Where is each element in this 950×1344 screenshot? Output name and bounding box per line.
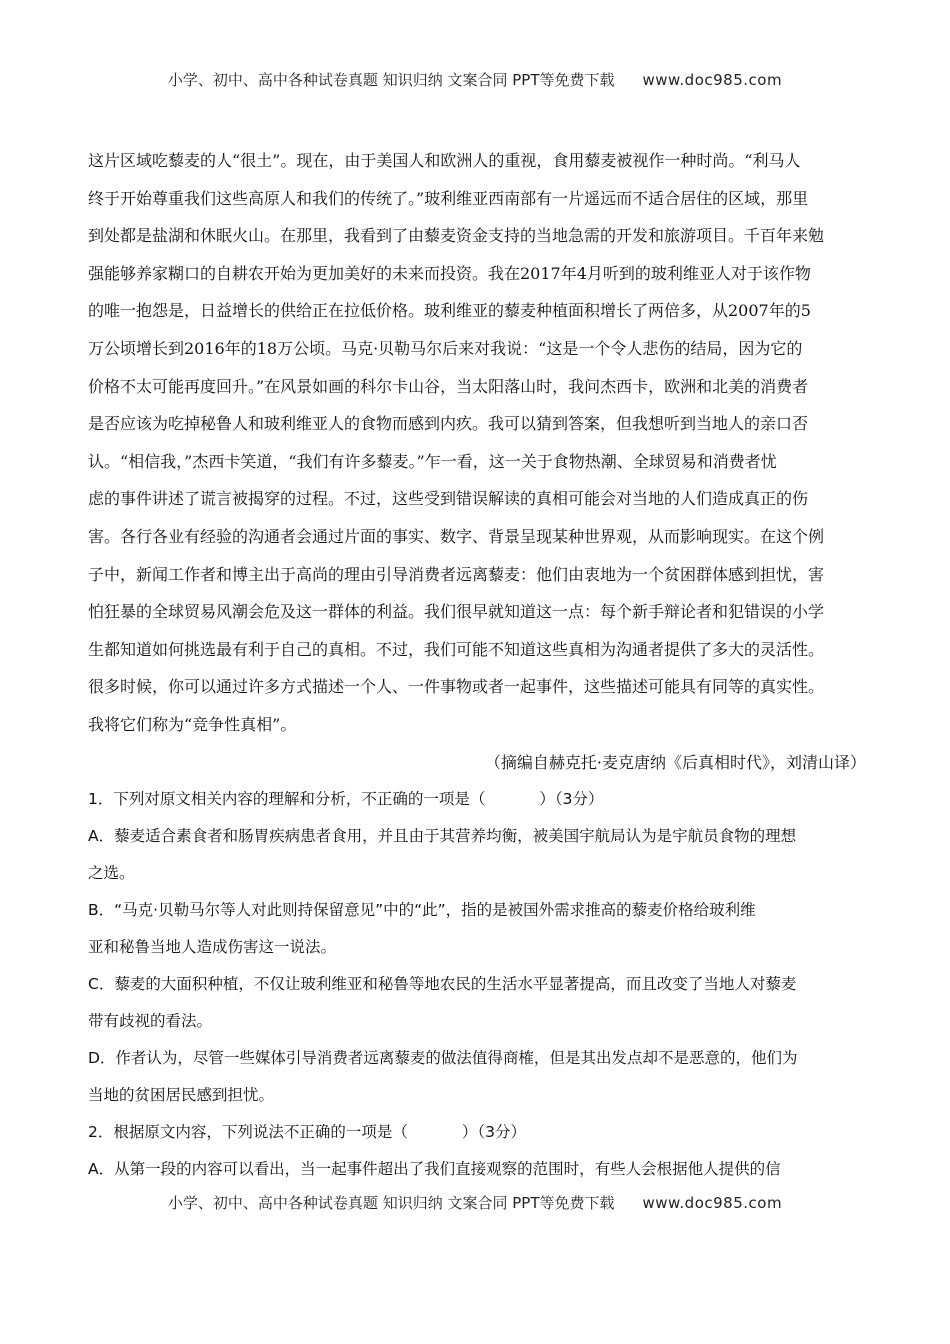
passage-line: 终于开始尊重我们这些高原人和我们的传统了。”玻利维亚西南部有一片遥远而不适合居住的区域，那里 — [88, 188, 809, 208]
passage-line: 很多时候，你可以通过许多方式描述一个人、一件事物或者一起事件，这些描述可能具有同等的真实性。 — [88, 677, 825, 697]
passage-line: 到处都是盐湖和休眠火山。在那里，我看到了由藜麦资金支持的当地急需的开发和旅游项目。千百年来勉 — [88, 226, 825, 246]
passage-line: 是否应该为吃掉秘鲁人和玻利维亚人的食物而感到内疚。我可以猜到答案，但我想听到当地人的亲口否 — [88, 414, 809, 434]
passage-line: 生都知道如何挑选最有利于自己的真相。不过，我们可能不知道这些真相为沟通者提供了多大的灵活性。 — [88, 639, 825, 659]
q2-option-a: A．从第一段的内容可以看出，当一起事件超出了我们直接观察的范围时，有些人会根据他人提供的信 — [88, 1159, 781, 1178]
footer-url[interactable]: www.doc985.com — [642, 1194, 783, 1212]
passage — [88, 142, 866, 744]
passage-source: （摘编自赫克托·麦克唐纳《后真相时代》，刘清山译） — [484, 752, 866, 772]
passage-line: 的唯一抱怨是，日益增长的供给正在拉低价格。玻利维亚的藜麦种植面积增长了两倍多，从2007年的5 — [88, 301, 811, 321]
question-2-score: ）（3分） — [461, 1122, 526, 1141]
passage-line: 我将它们称为“竞争性真相”。 — [88, 714, 297, 734]
header-text: 小学、初中、高中各种试卷真题 知识归纳 文案合同 PPT等免费下载 — [167, 71, 615, 89]
passage-line: 虑的事件讲述了谎言被揭穿的过程。不过，这些受到错误解读的真相可能会对当地的人们造成真正的伤 — [88, 489, 809, 509]
q1-option-a-cont: 之选。 — [88, 863, 135, 882]
q1-option-c: C．藜麦的大面积种植，不仅让玻利维亚和秘鲁等地农民的生活水平显著提高，而且改变了当地人对藜麦 — [88, 974, 797, 993]
question-2-stem — [88, 1114, 866, 1151]
question-2-text: 2．根据原文内容，下列说法不正确的一项是（ — [88, 1122, 408, 1141]
q1-option-a: A．藜麦适合素食者和肠胃疾病患者食用，并且由于其营养均衡，被美国宇航局认为是宇航员食物的理想 — [88, 826, 797, 845]
passage-line: 这片区域吃藜麦的人“很土”。现在，由于美国人和欧洲人的重视，食用藜麦被视作一种时尚。“利马人 — [88, 151, 801, 170]
passage-line: 强能够养家糊口的自耕农开始为更加美好的未来而投资。我在2017年4月听到的玻利维亚人对于该作物 — [88, 263, 811, 283]
header-url[interactable]: www.doc985.com — [642, 71, 783, 89]
passage-line: 价格不太可能再度回升。”在风景如画的科尔卡山谷，当太阳落山时，我问杰西卡，欧洲和北美的消费者 — [88, 376, 809, 396]
question-1-stem — [88, 781, 866, 818]
passage-line: 子中，新闻工作者和博主出于高尚的理由引导消费者远离藜麦：他们由衷地为一个贫困群体感到担忧，害 — [88, 564, 825, 584]
q1-option-c-cont: 带有歧视的看法。 — [88, 1011, 213, 1030]
q1-option-b-cont: 亚和秘鲁当地人造成伤害这一说法。 — [88, 937, 337, 956]
passage-line: 怕狂暴的全球贸易风潮会危及这一群体的利益。我们很早就知道这一点：每个新手辩论者和犯错误的小学 — [88, 602, 825, 622]
question-1-score: ）（3分） — [539, 789, 604, 808]
q1-option-d: D．作者认为，尽管一些媒体引导消费者远离藜麦的做法值得商榷，但是其出发点却不是恶意的，他们为 — [88, 1048, 798, 1067]
passage-line: 认。“相信我，”杰西卡笑道，“我们有许多藜麦。”乍一看，这一关于食物热潮、全球贸易和消费者忧 — [88, 451, 777, 471]
footer-text: 小学、初中、高中各种试卷真题 知识归纳 文案合同 PPT等免费下载 — [167, 1194, 615, 1212]
q1-option-b: B．“马克·贝勒马尔等人对此则持保留意见”中的“此”，指的是被国外需求推高的藜麦价格给玻利维 — [88, 900, 756, 919]
passage-line: 万公顷增长到2016年的18万公顷。马克·贝勒马尔后来对我说：“这是一个令人悲伤的结局，因为它的 — [88, 338, 803, 358]
page-header — [0, 69, 950, 90]
passage-line: 害。各行各业有经验的沟通者会通过片面的事实、数字、背景呈现某种世界观，从而影响现实。在这个例 — [88, 526, 825, 546]
page-footer — [0, 1192, 950, 1213]
question-1-text: 1．下列对原文相关内容的理解和分析，不正确的一项是（ — [88, 789, 486, 808]
document-body — [88, 142, 866, 1188]
q1-option-d-cont: 当地的贫困居民感到担忧。 — [88, 1085, 275, 1104]
